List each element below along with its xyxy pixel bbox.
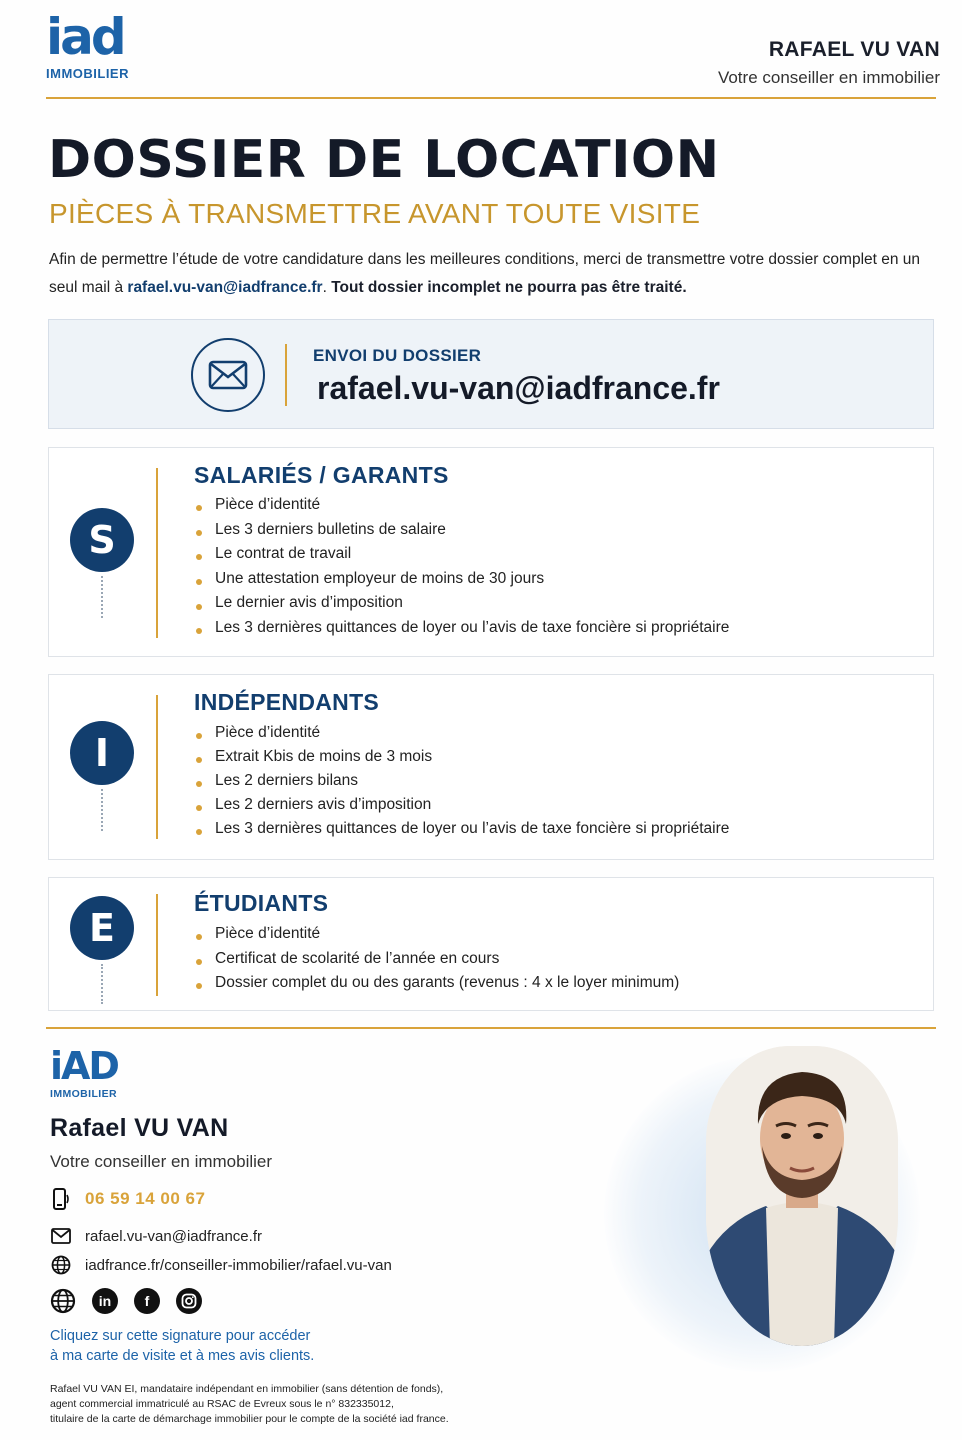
phone-icon bbox=[50, 1188, 72, 1210]
list-item: Pièce d’identité bbox=[194, 496, 729, 521]
dotted-connector bbox=[101, 576, 103, 618]
logo-subtitle: IMMOBILIER bbox=[46, 66, 129, 81]
cta-line: Cliquez sur cette signature pour accéder bbox=[50, 1328, 311, 1344]
signature-email[interactable]: rafael.vu-van@iadfrance.fr bbox=[85, 1227, 262, 1245]
legal-line: agent commercial immatriculé au RSAC de Evreux sous le n° 832335012, bbox=[50, 1398, 394, 1410]
list-item: Dossier complet du ou des garants (revenus : 4 x le loyer minimum) bbox=[194, 974, 679, 999]
badge-i: I bbox=[70, 721, 134, 785]
card-independants bbox=[48, 674, 934, 860]
dotted-connector bbox=[101, 964, 103, 1004]
list-item: Pièce d’identité bbox=[194, 724, 729, 748]
list-salaries bbox=[194, 496, 729, 644]
footer-iad-logo[interactable] bbox=[50, 1046, 118, 1100]
header-agent-role: Votre conseiller en immobilier bbox=[717, 68, 940, 87]
cta-line: à ma carte de visite et à mes avis clients. bbox=[50, 1348, 315, 1364]
footer-logo-wordmark: iAD bbox=[50, 1044, 118, 1088]
phone-number[interactable]: 06 59 14 00 67 bbox=[85, 1189, 206, 1208]
header-divider bbox=[46, 97, 936, 99]
website-row[interactable] bbox=[50, 1254, 392, 1276]
legal-notice bbox=[50, 1382, 449, 1427]
globe-icon[interactable] bbox=[50, 1288, 76, 1314]
social-links bbox=[50, 1288, 202, 1314]
list-item: Une attestation employeur de moins de 30 jours bbox=[194, 570, 729, 595]
phone-row[interactable] bbox=[50, 1188, 205, 1210]
page-subtitle: PIÈCES À TRANSMETTRE AVANT TOUTE VISITE bbox=[49, 198, 701, 229]
agent-photo bbox=[706, 1046, 898, 1346]
card-etudiants bbox=[48, 877, 934, 1011]
list-item: Les 2 derniers avis d’imposition bbox=[194, 796, 729, 820]
card-title-etudiants: ÉTUDIANTS bbox=[194, 890, 329, 916]
envelope-icon bbox=[191, 338, 265, 412]
list-item: Les 3 derniers bulletins de salaire bbox=[194, 521, 729, 546]
intro-warning: Tout dossier incomplet ne pourra pas être traité. bbox=[331, 279, 687, 296]
intro-text: Afin de permettre l’étude de votre candidature dans les meilleures conditions, merci de transmettre votre dossier complet en un seul mail à bbox=[49, 251, 921, 296]
card-divider bbox=[156, 468, 158, 638]
list-item: Les 2 derniers bilans bbox=[194, 772, 729, 796]
envoi-divider bbox=[285, 344, 287, 406]
list-item: Le contrat de travail bbox=[194, 545, 729, 570]
list-item: Pièce d’identité bbox=[194, 925, 679, 950]
card-title-independants: INDÉPENDANTS bbox=[194, 689, 380, 715]
header-agent bbox=[718, 38, 940, 88]
envoi-label: ENVOI DU DOSSIER bbox=[313, 346, 482, 365]
list-item: Le dernier avis d’imposition bbox=[194, 594, 729, 619]
intro-text-after: . bbox=[322, 279, 332, 296]
intro-paragraph bbox=[49, 246, 941, 302]
legal-line: titulaire de la carte de démarchage immobilier pour le compte de la société iad france. bbox=[50, 1413, 449, 1425]
list-item: Les 3 dernières quittances de loyer ou l’avis de taxe foncière si propriétaire bbox=[194, 619, 729, 644]
linkedin-icon[interactable]: in bbox=[92, 1288, 118, 1314]
badge-s: S bbox=[70, 508, 134, 572]
facebook-icon[interactable]: f bbox=[134, 1288, 160, 1314]
page-title: DOSSIER DE LOCATION bbox=[48, 130, 720, 190]
card-divider bbox=[156, 695, 158, 839]
signature-website[interactable]: iadfrance.fr/conseiller-immobilier/rafael.vu-van bbox=[85, 1256, 392, 1274]
list-item: Extrait Kbis de moins de 3 mois bbox=[194, 748, 729, 772]
list-item: Certificat de scolarité de l’année en cours bbox=[194, 950, 679, 975]
instagram-icon[interactable] bbox=[176, 1288, 202, 1314]
signature-cta[interactable] bbox=[50, 1326, 314, 1366]
footer-logo-subtitle: IMMOBILIER bbox=[50, 1088, 117, 1100]
list-etudiants bbox=[194, 925, 679, 999]
footer-divider bbox=[46, 1027, 936, 1029]
email-row[interactable] bbox=[50, 1225, 262, 1247]
list-item: Les 3 dernières quittances de loyer ou l’avis de taxe foncière si propriétaire bbox=[194, 820, 729, 844]
list-independants bbox=[194, 724, 729, 844]
card-divider bbox=[156, 894, 158, 996]
intro-email-link[interactable]: rafael.vu-van@iadfrance.fr bbox=[127, 279, 323, 296]
card-salaries bbox=[48, 447, 934, 657]
envoi-email-link[interactable]: rafael.vu-van@iadfrance.fr bbox=[317, 370, 720, 406]
iad-logo bbox=[46, 8, 129, 81]
legal-line: Rafael VU VAN EI, mandataire indépendant en immobilier (sans détention de fonds), bbox=[50, 1383, 444, 1395]
envoi-box bbox=[48, 319, 934, 429]
globe-icon bbox=[50, 1254, 72, 1276]
badge-e: E bbox=[70, 896, 134, 960]
header-agent-name: RAFAEL VU VAN bbox=[768, 38, 940, 61]
card-title-salaries: SALARIÉS / GARANTS bbox=[194, 462, 449, 488]
mail-icon bbox=[50, 1225, 72, 1247]
signature-name: Rafael VU VAN bbox=[50, 1114, 229, 1142]
dotted-connector bbox=[101, 789, 103, 831]
logo-wordmark: iad bbox=[46, 8, 124, 66]
signature-role: Votre conseiller en immobilier bbox=[50, 1152, 273, 1171]
